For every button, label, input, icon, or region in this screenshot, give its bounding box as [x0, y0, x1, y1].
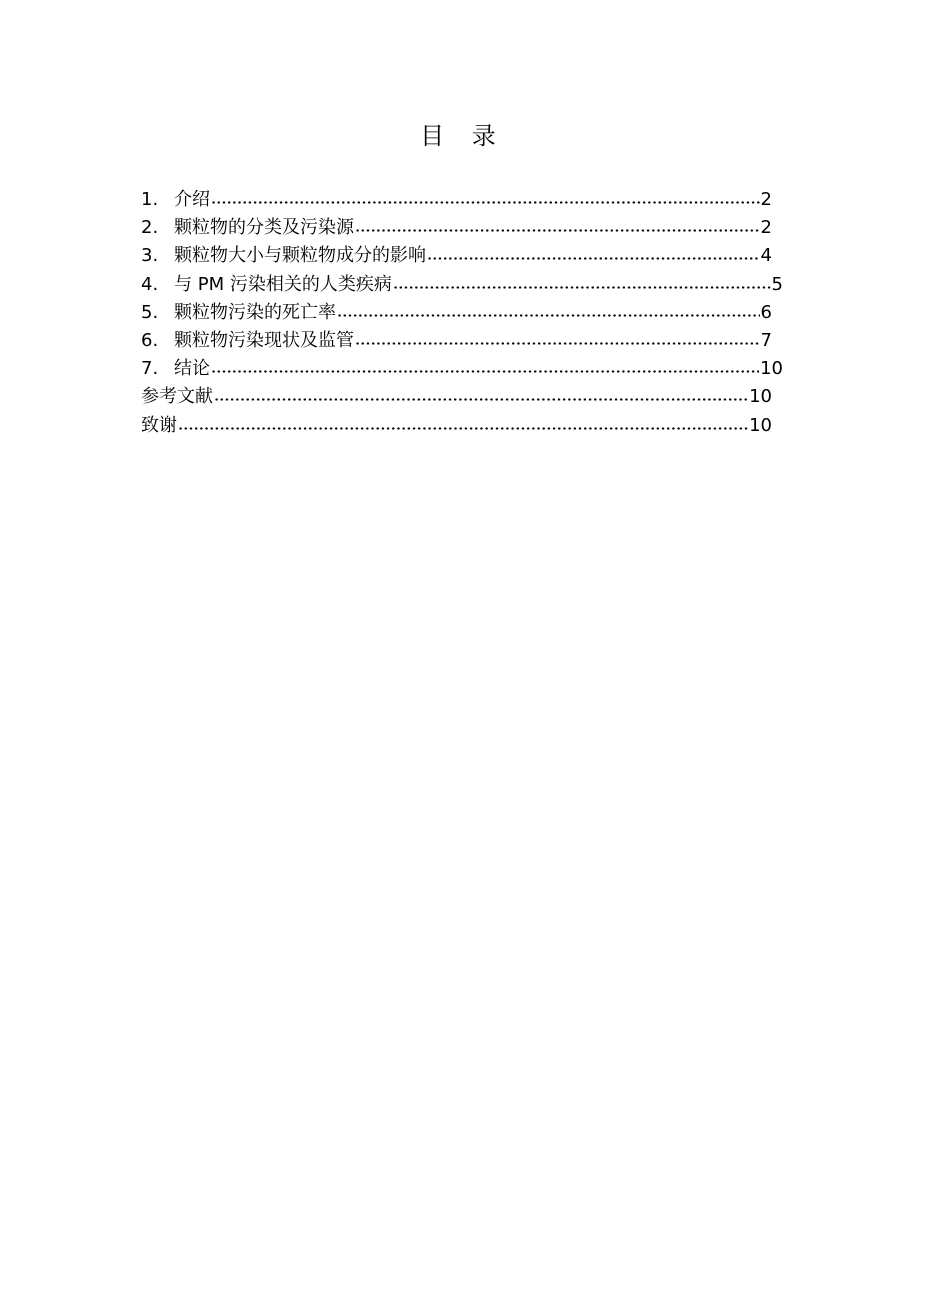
toc-entry-number: 2. — [141, 217, 159, 239]
toc-entry-page: 7 — [760, 330, 772, 352]
toc-entry[interactable] — [141, 214, 772, 242]
toc-entry-number: 7. — [141, 358, 159, 380]
toc-entry-title: 颗粒物污染的死亡率 — [174, 301, 336, 323]
toc-leader-dots — [211, 186, 760, 214]
toc-entry-title: 介绍 — [174, 189, 210, 211]
toc-entry[interactable] — [141, 299, 772, 327]
toc-entry-title: 颗粒物大小与颗粒物成分的影响 — [174, 245, 426, 267]
toc-leader-dots — [178, 412, 748, 440]
toc-leader-dots — [214, 383, 748, 411]
toc-entry-title: 结论 — [174, 358, 210, 380]
toc-entry-page: 5 — [771, 273, 783, 295]
toc-entry[interactable] — [141, 355, 783, 383]
toc-entry-page: 10 — [749, 386, 772, 408]
toc-entry-number: 4. — [141, 273, 159, 295]
toc-entry-number: 3. — [141, 245, 159, 267]
toc-leader-dots — [211, 355, 759, 383]
toc-entry[interactable] — [141, 412, 772, 440]
toc-leader-dots — [355, 214, 760, 242]
toc-entry-title: 致谢 — [141, 414, 177, 436]
toc-entry-title: 与 PM 污染相关的人类疾病 — [174, 273, 392, 295]
toc-entry-number: 5. — [141, 301, 159, 323]
toc-leader-dots — [393, 271, 771, 299]
toc-entry[interactable] — [141, 327, 772, 355]
toc-entry[interactable] — [141, 271, 783, 299]
toc-entry-page: 6 — [760, 301, 772, 323]
page-title: 目 录 — [420, 122, 506, 150]
toc-entry[interactable] — [141, 242, 772, 270]
toc-leader-dots — [337, 299, 760, 327]
toc-entry-number: 6. — [141, 330, 159, 352]
toc-leader-dots — [355, 327, 760, 355]
toc-entry-title: 参考文献 — [141, 386, 213, 408]
toc-entry-page: 2 — [760, 189, 772, 211]
toc-entry[interactable] — [141, 383, 772, 411]
toc-entry-page: 4 — [760, 245, 772, 267]
toc-entry-title: 颗粒物污染现状及监管 — [174, 330, 354, 352]
toc-entry-number: 1. — [141, 189, 159, 211]
toc-entry[interactable] — [141, 186, 772, 214]
toc-leader-dots — [427, 242, 760, 270]
table-of-contents — [141, 186, 786, 440]
toc-entry-page: 10 — [749, 414, 772, 436]
toc-entry-title: 颗粒物的分类及污染源 — [174, 217, 354, 239]
toc-entry-page: 2 — [760, 217, 772, 239]
toc-entry-page: 10 — [760, 358, 783, 380]
